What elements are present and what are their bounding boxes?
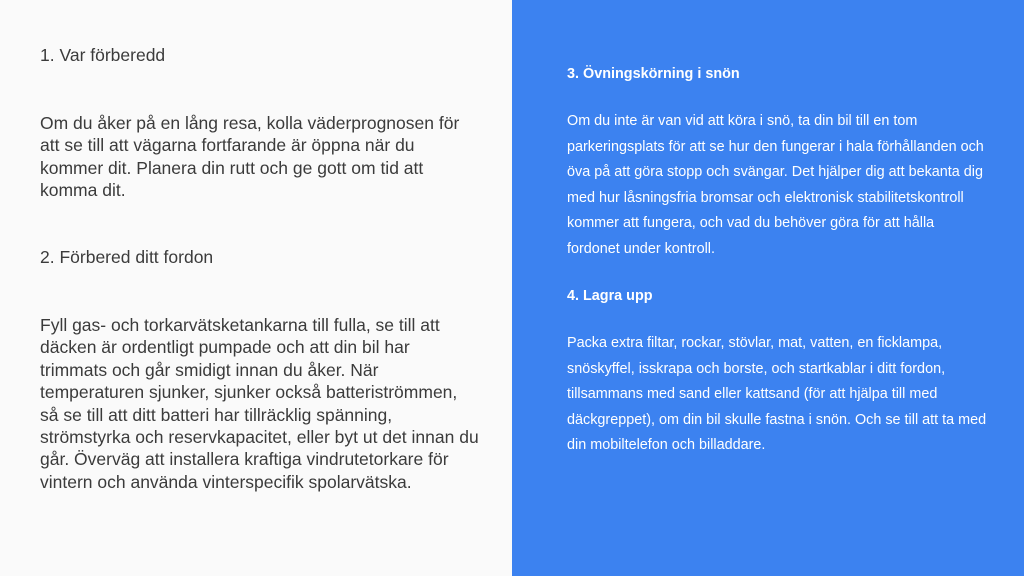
section-body-prepare-vehicle: Fyll gas- och torkarvätsketankarna till fulla, se till att däcken är ordentligt pumpade och att din bil har trimmats och går smidigt innan du åker. När temperaturen sjunker, sjunker också batteriströmmen, så se till att ditt batteri har tillräcklig spänning, strömstyrka och reservkapacitet, eller byt ut det innan du går. Överväg att installera kraftiga vindrutetorkare för vintern och använda vinterspecifik spolarvätska. bbox=[40, 315, 479, 492]
section-heading-practice-driving: 3. Övningskörning i snön bbox=[567, 66, 740, 82]
section-heading-stock-up: 4. Lagra upp bbox=[567, 288, 653, 304]
section-body-be-prepared: Om du åker på en lång resa, kolla väderprognosen för att se till att vägarna fortfarande är öppna när du kommer dit. Planera din rutt och ge gott om tid att komma dit. bbox=[40, 113, 460, 201]
section-body-practice-driving: Om du inte är van vid att köra i snö, ta din bil till en tom parkeringsplats för att se hur den fungerar i hala förhållanden och öva på att göra stopp och svängar. Det hjälper dig att bekanta dig med hur låsningsfria bromsar och elektronisk stabilitetskontroll kommer att fungera, och vad du behöver göra för att hålla fordonet under kontroll. bbox=[567, 113, 984, 257]
section-heading-prepare-vehicle: 2. Förbered ditt fordon bbox=[40, 247, 214, 267]
section-heading-be-prepared: 1. Var förberedd bbox=[40, 45, 166, 65]
section-body-stock-up: Packa extra filtar, rockar, stövlar, mat, vatten, en ficklampa, snöskyffel, isskrapa och borste, och startkablar i ditt fordon, tillsammans med sand eller kattsand (för att hjälpa till med däckgreppet), om din bil skulle fastna i snön. Och se till att ta med din mobiltelefon och billaddare. bbox=[567, 335, 987, 454]
